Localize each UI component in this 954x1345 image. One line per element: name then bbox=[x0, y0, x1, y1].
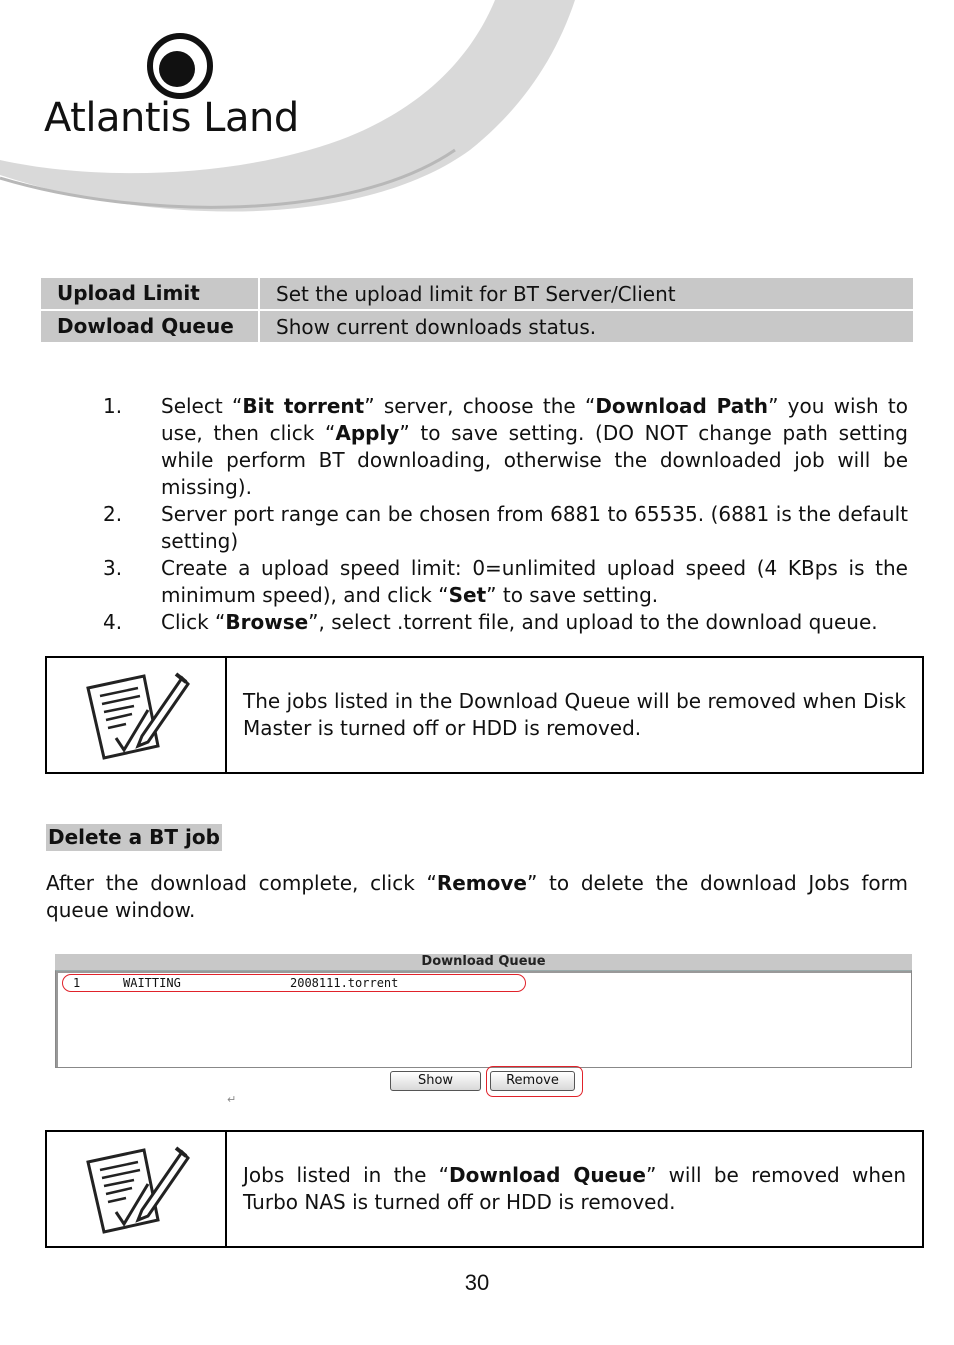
brand-logo-text: Atlantis Land bbox=[44, 95, 299, 141]
step-bold: Set bbox=[448, 583, 487, 607]
note-text: The jobs listed in the Download Queue will be removed when Disk Master is turned off or HDD is removed. bbox=[243, 689, 906, 740]
note-text-part: ” will be removed when Turbo NAS is turned off or HDD is removed. bbox=[243, 1163, 906, 1214]
queue-row[interactable] bbox=[62, 974, 526, 992]
description-download-queue: Show current downloads status. bbox=[260, 311, 913, 342]
show-button[interactable]: Show bbox=[390, 1071, 481, 1091]
download-queue-panel bbox=[55, 954, 912, 1068]
section-paragraph bbox=[46, 870, 908, 924]
step-number: 2. bbox=[103, 502, 123, 526]
step-number: 3. bbox=[103, 556, 123, 580]
step-bold: Download Path bbox=[595, 394, 769, 418]
note-box bbox=[45, 656, 924, 774]
step-bold: Browse bbox=[225, 610, 309, 634]
queue-row-status: WAITTING bbox=[123, 976, 181, 990]
page-number: 30 bbox=[464, 1270, 490, 1295]
step-text: ”, select .torrent file, and upload to the download queue. bbox=[308, 610, 878, 634]
step-text: ” to save setting. (DO NOT change path setting while perform BT downloading, otherwise the downloaded job will be missing). bbox=[161, 421, 908, 499]
note-text bbox=[227, 1132, 922, 1246]
note-icon-cell bbox=[47, 658, 227, 772]
step-number: 4. bbox=[103, 610, 123, 634]
step-text: Select “ bbox=[161, 394, 243, 418]
remove-highlight-ring bbox=[486, 1066, 583, 1097]
queue-row-index: 1 bbox=[73, 976, 81, 990]
download-queue-list[interactable] bbox=[55, 970, 912, 1068]
step-text: ” server, choose the “ bbox=[364, 394, 596, 418]
remove-button[interactable]: Remove bbox=[490, 1071, 575, 1091]
paragraph-bold: Remove bbox=[436, 871, 527, 895]
note-text-part: Jobs listed in the “ bbox=[243, 1163, 450, 1187]
note-box bbox=[45, 1130, 924, 1248]
table-row bbox=[41, 311, 913, 342]
table-row bbox=[41, 278, 913, 309]
instruction-steps bbox=[100, 393, 908, 636]
note-pencil-icon bbox=[82, 1140, 190, 1238]
paragraph-text: After the download complete, click “ bbox=[46, 871, 437, 895]
note-icon-cell bbox=[47, 1132, 227, 1246]
step-item bbox=[100, 555, 908, 609]
step-bold: Apply bbox=[335, 421, 400, 445]
return-icon: ↵ bbox=[227, 1093, 237, 1106]
step-number: 1. bbox=[103, 394, 123, 418]
step-text: Click “ bbox=[161, 610, 226, 634]
term-upload-limit: Upload Limit bbox=[41, 278, 260, 309]
step-item bbox=[100, 393, 908, 501]
step-text: Create a upload speed limit: 0=unlimited upload speed (4 KBps is the minimum speed), and click “ bbox=[161, 556, 908, 607]
paragraph-text: ” to delete the download Jobs form queue window. bbox=[46, 871, 908, 922]
queue-row-file: 2008111.torrent bbox=[290, 976, 399, 990]
step-item bbox=[100, 501, 908, 555]
section-title: Delete a BT job bbox=[48, 825, 220, 849]
download-queue-title: Download Queue bbox=[55, 954, 912, 970]
step-text: ” you wish to use, then click “ bbox=[161, 394, 909, 445]
step-text: ” to save setting. bbox=[486, 583, 659, 607]
atlantis-logo-icon bbox=[150, 36, 210, 96]
step-bold: Bit torrent bbox=[242, 394, 365, 418]
note-pencil-icon bbox=[82, 666, 190, 764]
step-item bbox=[100, 609, 908, 636]
term-download-queue: Dowload Queue bbox=[41, 311, 260, 342]
note-text-bold: Download Queue bbox=[449, 1163, 646, 1187]
settings-definition-table bbox=[41, 276, 913, 344]
step-text: Server port range can be chosen from 6881 to 65535. (6881 is the default setting) bbox=[161, 502, 908, 553]
description-upload-limit: Set the upload limit for BT Server/Client bbox=[260, 278, 913, 309]
